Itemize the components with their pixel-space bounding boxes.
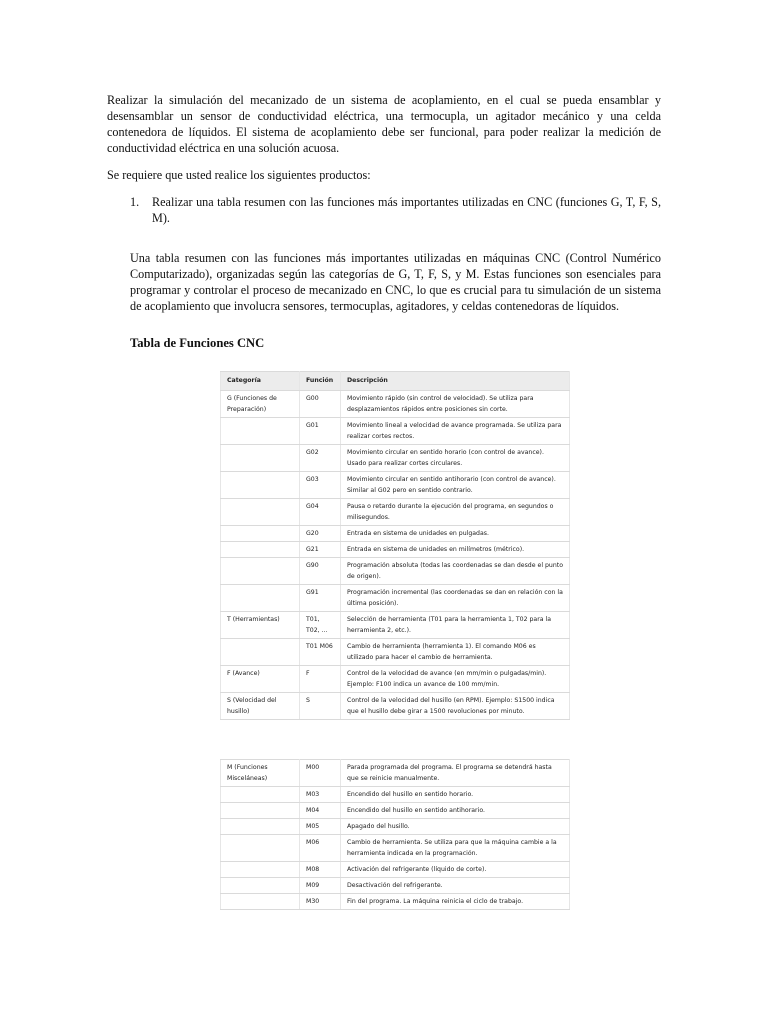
table-row bbox=[221, 558, 570, 585]
document-page bbox=[107, 92, 661, 371]
cell-category bbox=[221, 499, 300, 526]
cell-description: Movimiento circular en sentido horario (con control de avance). Usado para realizar cortes circulares. bbox=[341, 445, 570, 472]
cell-description: Encendido del husillo en sentido horario. bbox=[341, 787, 570, 803]
cell-function: S bbox=[300, 693, 341, 720]
cell-description: Programación incremental (las coordenadas se dan en relación con la última posición). bbox=[341, 585, 570, 612]
cell-category: T (Herramientas) bbox=[221, 612, 300, 639]
cell-function: T01 M06 bbox=[300, 639, 341, 666]
table-row bbox=[221, 862, 570, 878]
cell-category bbox=[221, 819, 300, 835]
table-row bbox=[221, 787, 570, 803]
list-item bbox=[107, 194, 661, 226]
table-row bbox=[221, 819, 570, 835]
table-row bbox=[221, 894, 570, 910]
cell-description: Desactivación del refrigerante. bbox=[341, 878, 570, 894]
table-row bbox=[221, 499, 570, 526]
table-row bbox=[221, 835, 570, 862]
table-row bbox=[221, 878, 570, 894]
cell-description: Programación absoluta (todas las coordenadas se dan desde el punto de origen). bbox=[341, 558, 570, 585]
cnc-table-image-2 bbox=[220, 759, 569, 910]
cell-category bbox=[221, 526, 300, 542]
table-row bbox=[221, 391, 570, 418]
table-header-row bbox=[221, 372, 570, 391]
cell-category: M (Funciones Misceláneas) bbox=[221, 760, 300, 787]
cell-category: G (Funciones de Preparación) bbox=[221, 391, 300, 418]
table-row bbox=[221, 418, 570, 445]
cell-description: Movimiento circular en sentido antihorario (con control de avance). Similar al G02 pero en sentido contrario. bbox=[341, 472, 570, 499]
cnc-m-functions-table bbox=[220, 759, 570, 910]
cell-description: Pausa o retardo durante la ejecución del programa, en segundos o milisegundos. bbox=[341, 499, 570, 526]
cell-description: Parada programada del programa. El programa se detendrá hasta que se reinicie manualmente. bbox=[341, 760, 570, 787]
cell-description: Entrada en sistema de unidades en pulgadas. bbox=[341, 526, 570, 542]
cell-category bbox=[221, 878, 300, 894]
cell-function: T01, T02, ... bbox=[300, 612, 341, 639]
table-row bbox=[221, 666, 570, 693]
cell-category bbox=[221, 558, 300, 585]
cell-function: G20 bbox=[300, 526, 341, 542]
cell-description: Activación del refrigerante (líquido de corte). bbox=[341, 862, 570, 878]
cell-function: M09 bbox=[300, 878, 341, 894]
cell-description: Selección de herramienta (T01 para la herramienta 1, T02 para la herramienta 2, etc.). bbox=[341, 612, 570, 639]
table-row bbox=[221, 639, 570, 666]
cell-category bbox=[221, 542, 300, 558]
cell-function: M08 bbox=[300, 862, 341, 878]
cell-category: F (Avance) bbox=[221, 666, 300, 693]
cell-description: Cambio de herramienta (herramienta 1). El comando M06 es utilizado para hacer el cambio de herramienta. bbox=[341, 639, 570, 666]
table-row bbox=[221, 542, 570, 558]
cell-category bbox=[221, 803, 300, 819]
cell-function: G90 bbox=[300, 558, 341, 585]
cell-description: Entrada en sistema de unidades en milímetros (métrico). bbox=[341, 542, 570, 558]
cell-description: Movimiento rápido (sin control de velocidad). Se utiliza para desplazamientos rápidos entre posiciones sin corte. bbox=[341, 391, 570, 418]
table-row bbox=[221, 472, 570, 499]
requirements-intro: Se requiere que usted realice los siguientes productos: bbox=[107, 168, 371, 182]
body-paragraph: Una tabla resumen con las funciones más importantes utilizadas en máquinas CNC (Control Numérico Computarizado), organizadas según las categorías de G, T, F, S, y M. Estas funciones son esenciales para programar y controlar el proceso de mecanizado en CNC, lo que es crucial para tu simulación de un sistema de acoplamiento que involucra sensores, termocuplas, agitadores, y celdas contenedoras de líquidos. bbox=[130, 251, 661, 313]
table-row bbox=[221, 585, 570, 612]
table-row bbox=[221, 445, 570, 472]
cell-function: M05 bbox=[300, 819, 341, 835]
table-row bbox=[221, 612, 570, 639]
header-function: Función bbox=[300, 372, 341, 391]
cell-description: Control de la velocidad del husillo (en RPM). Ejemplo: S1500 indica que el husillo debe girar a 1500 revoluciones por minuto. bbox=[341, 693, 570, 720]
table-row bbox=[221, 760, 570, 787]
cell-description: Movimiento lineal a velocidad de avance programada. Se utiliza para realizar cortes rectos. bbox=[341, 418, 570, 445]
list-item-text: Realizar una tabla resumen con las funciones más importantes utilizadas en CNC (funciones G, T, F, S, M). bbox=[152, 195, 661, 225]
cell-category bbox=[221, 585, 300, 612]
cell-category: S (Velocidad del husillo) bbox=[221, 693, 300, 720]
table-row bbox=[221, 526, 570, 542]
cell-function: G01 bbox=[300, 418, 341, 445]
table-title: Tabla de Funciones CNC bbox=[130, 336, 265, 350]
list-number: 1. bbox=[130, 195, 140, 209]
cell-category bbox=[221, 445, 300, 472]
cell-description: Fin del programa. La máquina reinicia el ciclo de trabajo. bbox=[341, 894, 570, 910]
cell-function: G91 bbox=[300, 585, 341, 612]
cell-description: Control de la velocidad de avance (en mm/min o pulgadas/min). Ejemplo: F100 indica un avance de 100 mm/min. bbox=[341, 666, 570, 693]
cell-category bbox=[221, 835, 300, 862]
cell-category bbox=[221, 862, 300, 878]
table-row bbox=[221, 803, 570, 819]
cell-function: F bbox=[300, 666, 341, 693]
cell-category bbox=[221, 787, 300, 803]
table-row bbox=[221, 693, 570, 720]
header-category: Categoría bbox=[221, 372, 300, 391]
cell-function: M04 bbox=[300, 803, 341, 819]
cell-function: M06 bbox=[300, 835, 341, 862]
cell-description: Apagado del husillo. bbox=[341, 819, 570, 835]
cell-category bbox=[221, 472, 300, 499]
cell-function: G21 bbox=[300, 542, 341, 558]
header-description: Descripción bbox=[341, 372, 570, 391]
cell-category bbox=[221, 418, 300, 445]
cell-function: M30 bbox=[300, 894, 341, 910]
intro-paragraph: Realizar la simulación del mecanizado de un sistema de acoplamiento, en el cual se pueda ensamblar y desensamblar un sensor de conductividad eléctrica, una termocupla, un agitador mecánico y una celda contenedora de líquidos. El sistema de acoplamiento debe ser funcional, para poder realizar la medición de conductividad eléctrica en una solución acuosa. bbox=[107, 93, 661, 155]
cell-function: G02 bbox=[300, 445, 341, 472]
cell-function: G00 bbox=[300, 391, 341, 418]
cell-category bbox=[221, 639, 300, 666]
cell-description: Encendido del husillo en sentido antihorario. bbox=[341, 803, 570, 819]
cnc-table-image-1 bbox=[220, 371, 569, 720]
cell-function: G04 bbox=[300, 499, 341, 526]
cell-function: M03 bbox=[300, 787, 341, 803]
cell-function: M00 bbox=[300, 760, 341, 787]
cell-description: Cambio de herramienta. Se utiliza para que la máquina cambie a la herramienta indicada en la programación. bbox=[341, 835, 570, 862]
cell-category bbox=[221, 894, 300, 910]
cnc-functions-table bbox=[220, 371, 570, 720]
cell-function: G03 bbox=[300, 472, 341, 499]
